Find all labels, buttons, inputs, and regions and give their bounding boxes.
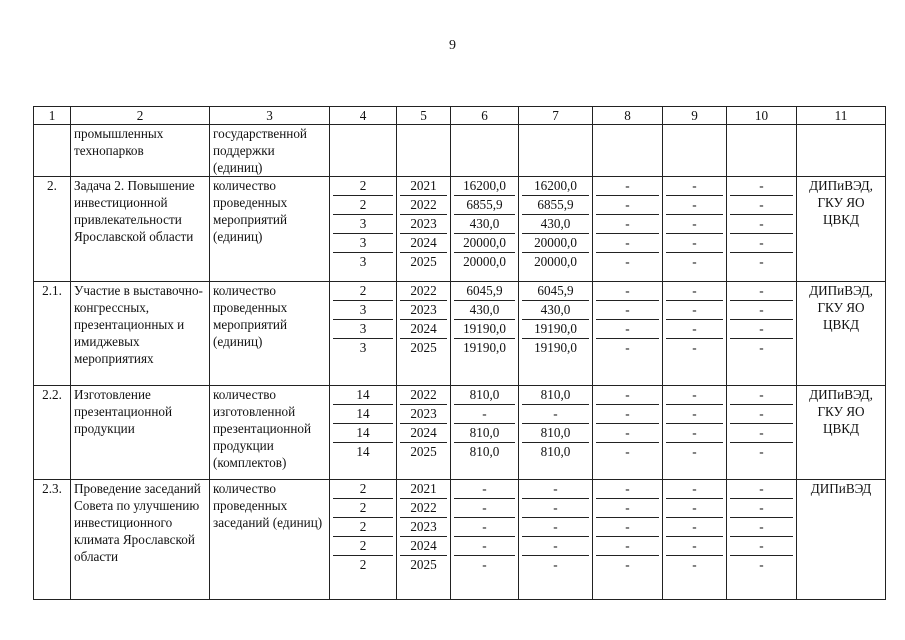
value-cell: - <box>730 499 793 518</box>
value-cell: - <box>553 557 558 572</box>
continuation-row <box>34 125 886 177</box>
value-column-col7 <box>519 386 593 480</box>
value-column-col4 <box>330 282 397 386</box>
value-cell: - <box>730 518 793 537</box>
value-cell: 3 <box>333 234 393 253</box>
value-cell: 2022 <box>400 196 447 215</box>
row-name: Проведение заседаний Совета по улучшению инвестиционного климата Ярославской области <box>71 480 210 600</box>
value-column-years <box>397 177 451 282</box>
value-column-col10 <box>727 386 797 480</box>
value-cell: - <box>759 254 764 269</box>
value-cell: 2021 <box>400 480 447 499</box>
value-cell: - <box>625 557 630 572</box>
value-column-col7 <box>519 282 593 386</box>
value-cell: - <box>625 444 630 459</box>
value-cell: - <box>625 340 630 355</box>
table-row <box>34 282 886 386</box>
value-cell: 430,0 <box>522 301 589 320</box>
value-cell: - <box>596 215 659 234</box>
value-cell: 2021 <box>400 177 447 196</box>
value-cell: 2023 <box>400 301 447 320</box>
value-cell: - <box>596 282 659 301</box>
value-cell: 2 <box>333 537 393 556</box>
value-cell: - <box>454 405 515 424</box>
value-cell: - <box>759 340 764 355</box>
value-cell: 2 <box>333 518 393 537</box>
table-row <box>34 177 886 282</box>
value-cell: - <box>666 424 723 443</box>
value-cell: 2025 <box>410 340 437 355</box>
value-cell: 19190,0 <box>522 320 589 339</box>
value-column-col10 <box>727 177 797 282</box>
value-cell: - <box>692 557 697 572</box>
value-cell: - <box>666 499 723 518</box>
value-cell: - <box>454 537 515 556</box>
value-cell: - <box>454 480 515 499</box>
value-cell: - <box>730 424 793 443</box>
value-cell: - <box>522 537 589 556</box>
row-indicator: количество проведенных мероприятий (единиц) <box>210 177 330 282</box>
value-cell: - <box>730 301 793 320</box>
value-cell: - <box>596 424 659 443</box>
value-cell: - <box>730 215 793 234</box>
value-column-col8 <box>593 177 663 282</box>
value-column-col9 <box>663 282 727 386</box>
value-column-col7 <box>519 177 593 282</box>
value-column-col9 <box>663 177 727 282</box>
value-cell: - <box>730 386 793 405</box>
row-name: Участие в выставочно-конгрессных, презентационных и имиджевых мероприятиях <box>71 282 210 386</box>
row-number: 2.3. <box>34 480 71 600</box>
value-cell: 3 <box>333 301 393 320</box>
value-cell: 20000,0 <box>534 254 577 269</box>
value-column-col7 <box>519 480 593 600</box>
value-cell: - <box>666 480 723 499</box>
value-cell: - <box>666 518 723 537</box>
value-column-col6 <box>451 177 519 282</box>
row-name: Задача 2. Повышение инвестиционной привлекательности Ярославской области <box>71 177 210 282</box>
value-cell: - <box>666 537 723 556</box>
value-column-col10 <box>727 282 797 386</box>
value-cell: - <box>596 196 659 215</box>
table-row <box>34 386 886 480</box>
value-cell: 16200,0 <box>522 177 589 196</box>
value-cell: - <box>730 480 793 499</box>
value-cell: - <box>596 177 659 196</box>
value-cell: 2022 <box>400 282 447 301</box>
value-cell: - <box>454 518 515 537</box>
value-cell: 20000,0 <box>522 234 589 253</box>
value-cell: 19190,0 <box>454 320 515 339</box>
header-cell: 5 <box>397 107 451 125</box>
value-cell: 14 <box>333 386 393 405</box>
value-cell: 3 <box>333 320 393 339</box>
value-column-years <box>397 480 451 600</box>
value-cell: - <box>730 537 793 556</box>
value-cell: - <box>596 537 659 556</box>
value-cell: 6855,9 <box>522 196 589 215</box>
value-cell: 3 <box>333 215 393 234</box>
value-cell: - <box>692 444 697 459</box>
row-executor: ДИПиВЭД <box>797 480 886 600</box>
value-cell: 430,0 <box>454 215 515 234</box>
value-cell: - <box>666 177 723 196</box>
value-cell: 2025 <box>410 254 437 269</box>
value-cell: 2024 <box>400 320 447 339</box>
value-cell: - <box>596 301 659 320</box>
row-indicator: количество проведенных мероприятий (единиц) <box>210 282 330 386</box>
value-column-col9 <box>663 386 727 480</box>
header-cell: 9 <box>663 107 727 125</box>
value-cell: 810,0 <box>454 386 515 405</box>
value-column-col8 <box>593 480 663 600</box>
value-cell: 2 <box>333 196 393 215</box>
value-cell: 430,0 <box>454 301 515 320</box>
value-cell: - <box>730 282 793 301</box>
value-cell: - <box>454 499 515 518</box>
table-row <box>34 480 886 600</box>
value-column-col6 <box>451 282 519 386</box>
value-cell: - <box>596 499 659 518</box>
value-cell: - <box>666 215 723 234</box>
header-cell: 4 <box>330 107 397 125</box>
row-number: 2. <box>34 177 71 282</box>
value-cell: - <box>759 557 764 572</box>
value-cell: 810,0 <box>522 424 589 443</box>
value-cell: - <box>596 480 659 499</box>
value-cell: - <box>596 234 659 253</box>
value-cell: 19190,0 <box>463 340 506 355</box>
value-column-col10 <box>727 480 797 600</box>
value-cell: 2 <box>333 282 393 301</box>
value-column-col4 <box>330 177 397 282</box>
value-cell: - <box>730 196 793 215</box>
value-cell: 6855,9 <box>454 196 515 215</box>
row-number: 2.2. <box>34 386 71 480</box>
row-number: 2.1. <box>34 282 71 386</box>
value-cell: - <box>596 405 659 424</box>
value-column-col4 <box>330 480 397 600</box>
value-column-years <box>397 282 451 386</box>
value-column-col6 <box>451 386 519 480</box>
header-cell: 10 <box>727 107 797 125</box>
value-cell: - <box>666 386 723 405</box>
continuation-num <box>34 125 71 177</box>
value-cell: 2023 <box>400 405 447 424</box>
value-cell: 14 <box>333 405 393 424</box>
row-executor: ДИПиВЭД, ГКУ ЯО ЦВКД <box>797 386 886 480</box>
continuation-indicator: государственной поддержки (единиц) <box>210 125 330 177</box>
continuation-name: промышленных технопарков <box>71 125 210 177</box>
value-cell: 810,0 <box>469 444 500 459</box>
value-cell: 2025 <box>410 557 437 572</box>
value-cell: 16200,0 <box>454 177 515 196</box>
value-cell: - <box>522 405 589 424</box>
value-cell: - <box>522 518 589 537</box>
value-cell: 2024 <box>400 234 447 253</box>
value-cell: - <box>625 254 630 269</box>
value-cell: 2023 <box>400 518 447 537</box>
value-cell: 2 <box>333 499 393 518</box>
value-cell: 430,0 <box>522 215 589 234</box>
header-cell: 2 <box>71 107 210 125</box>
value-cell: 14 <box>333 424 393 443</box>
value-column-col4 <box>330 386 397 480</box>
header-cell: 11 <box>797 107 886 125</box>
value-cell: 2022 <box>400 386 447 405</box>
value-cell: 2 <box>359 557 367 572</box>
row-executor: ДИПиВЭД, ГКУ ЯО ЦВКД <box>797 177 886 282</box>
value-cell: - <box>730 405 793 424</box>
value-cell: 6045,9 <box>454 282 515 301</box>
value-cell: 2023 <box>400 215 447 234</box>
value-cell: 810,0 <box>522 386 589 405</box>
value-cell: 2025 <box>410 444 437 459</box>
header-cell: 1 <box>34 107 71 125</box>
row-indicator: количество изготовленной презентационной продукции (комплектов) <box>210 386 330 480</box>
value-cell: - <box>730 320 793 339</box>
value-cell: - <box>759 444 764 459</box>
value-cell: 6045,9 <box>522 282 589 301</box>
value-column-col6 <box>451 480 519 600</box>
value-cell: - <box>596 518 659 537</box>
value-cell: - <box>666 320 723 339</box>
value-cell: - <box>692 340 697 355</box>
page-number: 9 <box>449 38 456 53</box>
value-cell: 2024 <box>400 537 447 556</box>
value-cell: - <box>730 234 793 253</box>
value-cell: - <box>482 557 487 572</box>
value-cell: 3 <box>359 254 367 269</box>
value-cell: - <box>730 177 793 196</box>
value-cell: 2022 <box>400 499 447 518</box>
value-cell: - <box>666 234 723 253</box>
value-cell: 810,0 <box>454 424 515 443</box>
value-cell: - <box>596 320 659 339</box>
value-cell: - <box>522 499 589 518</box>
value-cell: - <box>666 282 723 301</box>
value-cell: 810,0 <box>540 444 571 459</box>
value-cell: 14 <box>356 444 370 459</box>
value-cell: - <box>692 254 697 269</box>
value-cell: - <box>666 301 723 320</box>
header-cell: 6 <box>451 107 519 125</box>
row-executor: ДИПиВЭД, ГКУ ЯО ЦВКД <box>797 282 886 386</box>
header-cell: 7 <box>519 107 593 125</box>
value-cell: 2024 <box>400 424 447 443</box>
value-cell: - <box>596 386 659 405</box>
value-cell: 2 <box>333 177 393 196</box>
value-column-col9 <box>663 480 727 600</box>
header-cell: 8 <box>593 107 663 125</box>
value-column-years <box>397 386 451 480</box>
row-name: Изготовление презентационной продукции <box>71 386 210 480</box>
value-cell: 20000,0 <box>454 234 515 253</box>
value-cell: 3 <box>359 340 367 355</box>
value-column-col8 <box>593 282 663 386</box>
value-cell: - <box>666 196 723 215</box>
value-cell: - <box>522 480 589 499</box>
program-table <box>33 106 886 600</box>
row-indicator: количество проведенных заседаний (единиц) <box>210 480 330 600</box>
value-cell: 19190,0 <box>534 340 577 355</box>
header-cell: 3 <box>210 107 330 125</box>
value-column-col8 <box>593 386 663 480</box>
value-cell: 20000,0 <box>463 254 506 269</box>
value-cell: 2 <box>333 480 393 499</box>
header-row <box>34 107 886 125</box>
value-cell: - <box>666 405 723 424</box>
